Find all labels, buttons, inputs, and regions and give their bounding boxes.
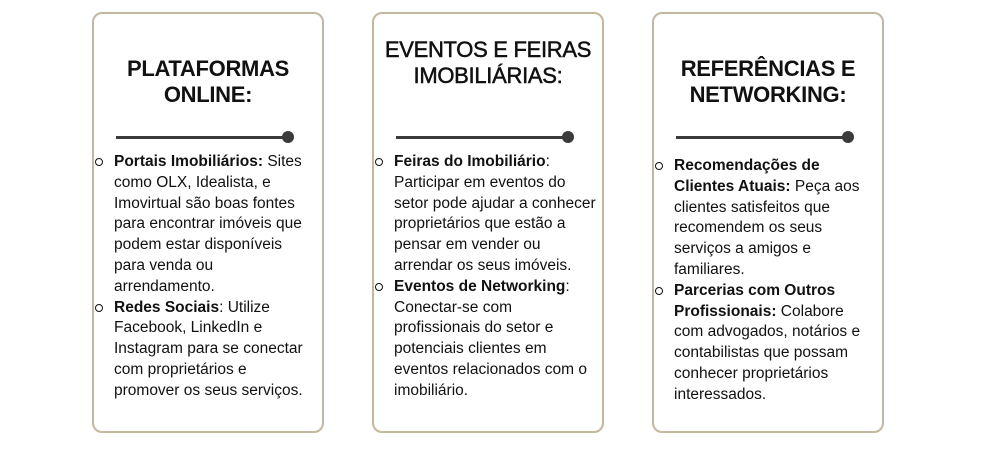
- circle-bullet-icon: [375, 158, 383, 166]
- divider-dot-icon: [562, 131, 574, 143]
- list-item: [94, 298, 316, 402]
- list-item: [654, 156, 876, 281]
- circle-bullet-icon: [375, 283, 383, 291]
- list-item: [94, 152, 316, 298]
- bullet-heading: Eventos de Networking: [394, 277, 566, 295]
- bullet-text: : Participar em eventos do setor pode ajudar a conhecer proprietários que estão a pensar em vender ou arrendar os seus imóveis.: [394, 153, 596, 274]
- bullet-text: Colabore com advogados, notários e contabilistas que possam conhecer proprietários interessados.: [674, 302, 861, 403]
- bullet-heading: Feiras do Imobiliário: [394, 153, 546, 170]
- divider-dot-icon: [282, 131, 294, 143]
- bullet-list: [654, 156, 876, 406]
- list-item: [374, 277, 596, 402]
- divider-line: [116, 136, 288, 139]
- circle-bullet-icon: [655, 162, 663, 170]
- bullet-heading: Redes Sociais: [114, 298, 220, 316]
- bullet-heading: Recomendações de Clientes Atuais:: [674, 157, 820, 195]
- bullet-heading: Parcerias com Outros Profissionais:: [674, 281, 836, 320]
- divider-line: [676, 136, 848, 139]
- bullet-heading: Portais Imobiliários:: [114, 153, 264, 170]
- bullet-text: : Utilize Facebook, LinkedIn e Instagram para se conectar com proprietários e promover os seus serviços.: [114, 298, 303, 399]
- circle-bullet-icon: [655, 287, 663, 295]
- card-referencias-networking: [652, 12, 884, 433]
- card-title: EVENTOS E FEIRAS IMOBILIÁRIAS:: [384, 37, 592, 88]
- list-item: [654, 281, 876, 406]
- circle-bullet-icon: [95, 158, 103, 166]
- card-eventos-feiras: [372, 12, 604, 433]
- list-item: [374, 152, 596, 277]
- card-title: PLATAFORMAS ONLINE:: [126, 56, 290, 107]
- bullet-text: : Conectar-se com profissionais do setor e potenciais clientes em eventos relacionados com o imobiliário.: [394, 277, 588, 399]
- card-title: REFERÊNCIAS E NETWORKING:: [680, 56, 856, 107]
- bullet-list: [374, 152, 596, 402]
- bullet-text: Peça aos clientes satisfeitos que recomendem os seus serviços a amigos e familiares.: [674, 177, 860, 278]
- card-plataformas-online: [92, 12, 324, 433]
- divider-dot-icon: [842, 131, 854, 143]
- circle-bullet-icon: [95, 304, 103, 312]
- bullet-list: [94, 152, 316, 402]
- bullet-text: Sites como OLX, Idealista, e Imovirtual são boas fontes para encontrar imóveis que podem estar disponíveis para venda ou arrendamento.: [114, 153, 302, 295]
- divider-line: [396, 136, 568, 139]
